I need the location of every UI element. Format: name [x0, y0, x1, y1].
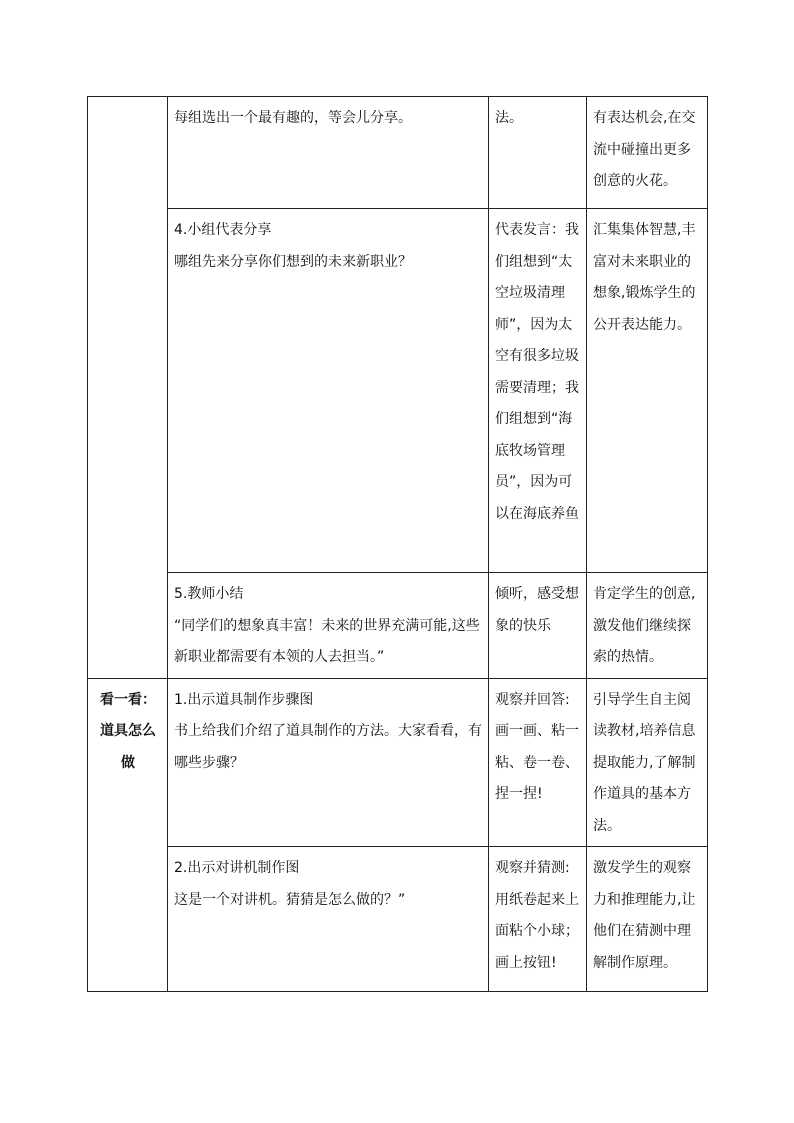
design-purpose-cell: 汇集集体智慧,丰富对未来职业的想象,锻炼学生的公开表达能力。 — [587, 209, 708, 573]
student-activity-cell: 观察并猜测:用纸卷起来上面粘个小球；画上按钮! — [489, 847, 587, 992]
teacher-activity-cell — [168, 209, 489, 573]
lesson-plan-table — [87, 96, 708, 992]
section-title-cell: 看一看：道具怎么做 — [88, 678, 168, 992]
design-purpose-cell: 激发学生的观察力和推理能力,让他们在猜测中理解制作原理。 — [587, 847, 708, 992]
table-row — [88, 847, 708, 992]
design-purpose-cell: 引导学生自主阅读教材,培养信息提取能力,了解制作道具的基本方法。 — [587, 678, 708, 847]
student-activity-cell: 倾听，感受想象的快乐 — [489, 573, 587, 679]
design-purpose-cell: 肯定学生的创意,激发他们继续探索的热情。 — [587, 573, 708, 679]
teacher-activity-cell — [168, 573, 489, 679]
teacher-activity-text: 哪组先来分享你们想到的未来新职业？ — [174, 253, 412, 270]
step-heading: 2.出示对讲机制作图 — [174, 860, 300, 876]
student-activity-cell: 观察并回答:画一画、粘一粘、卷一卷、捏一捏! — [489, 678, 587, 847]
design-purpose-cell: 有表达机会,在交流中碰撞出更多创意的火花。 — [587, 97, 708, 209]
teacher-activity-cell — [168, 847, 489, 992]
teacher-activity-text: 这是一个对讲机。猜猜是怎么做的？” — [174, 891, 406, 908]
teacher-activity-text: “同学们的想象真丰富！未来的世界充满可能,这些新职业都需要有本领的人去担当。” — [174, 617, 480, 665]
student-activity-cell: 法。 — [489, 97, 587, 209]
section-cell-continued — [88, 97, 168, 679]
table-row — [88, 209, 708, 573]
student-activity-cell: 代表发言：我们组想到“太空垃圾清理师”，因为太空有很多垃圾需要清理；我们组想到“海底牧场管理员”，因为可以在海底养鱼 — [489, 209, 587, 573]
teacher-activity-text: 书上给我们介绍了道具制作的方法。大家看看，有哪些步骤？ — [174, 723, 482, 771]
teacher-activity-text: 每组选出一个最有趣的，等会儿分享。 — [174, 110, 412, 126]
table-row — [88, 573, 708, 679]
table-row — [88, 678, 708, 847]
teacher-activity-cell — [168, 97, 489, 209]
step-heading: 1.出示道具制作步骤图 — [174, 691, 314, 708]
table-row — [88, 97, 708, 209]
step-heading: 5.教师小结 — [174, 586, 244, 602]
teacher-activity-cell — [168, 678, 489, 847]
step-heading: 4.小组代表分享 — [174, 222, 272, 238]
